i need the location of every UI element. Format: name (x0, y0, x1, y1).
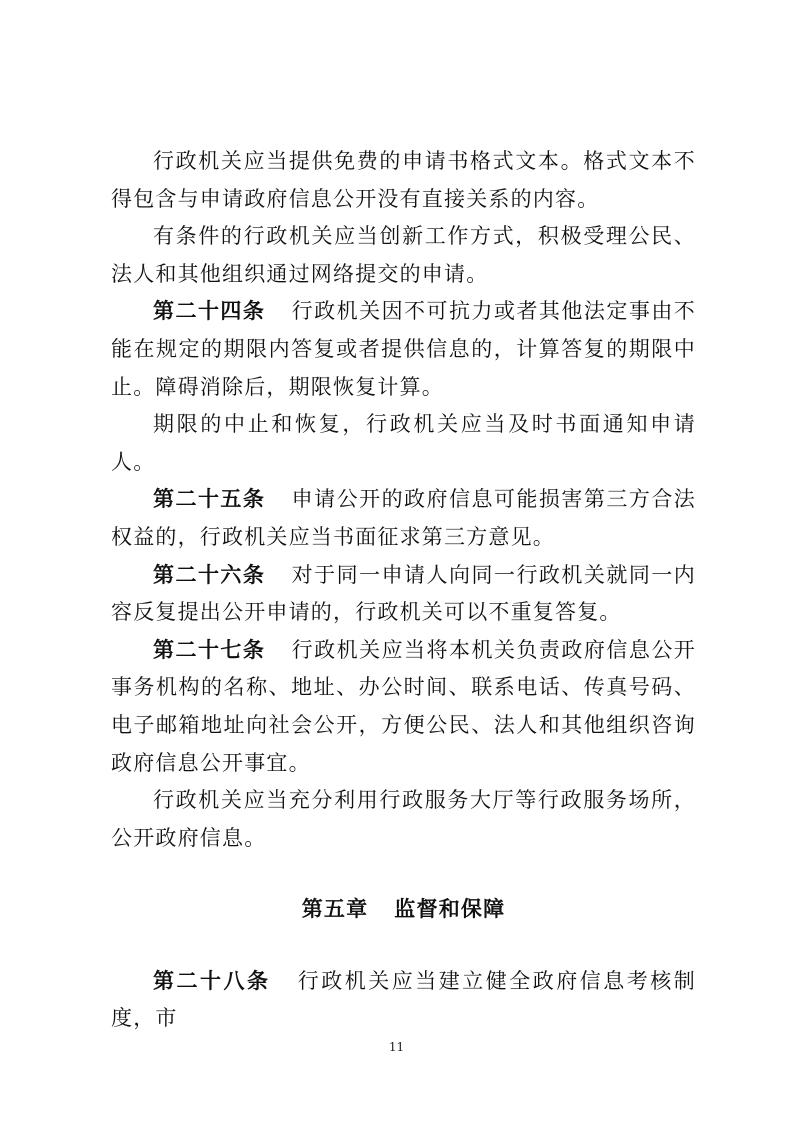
article-paragraph (111, 481, 696, 556)
paragraph-text: 行政机关应当提供免费的申请书格式文本。格式文本不得包含与申请政府信息公开没有直接关系的内容。 (111, 149, 696, 211)
article-number: 第二十七条 (153, 637, 266, 662)
article-paragraph (111, 293, 696, 406)
article-paragraph (111, 557, 696, 632)
article-text: 行政机关应当建立健全政府信息考核制度，市 (111, 968, 696, 1031)
body-text (111, 143, 696, 1038)
article-paragraph (111, 963, 696, 1038)
article-number: 第二十八条 (153, 968, 271, 993)
page-number: 11 (388, 1040, 405, 1054)
article-paragraph (111, 632, 696, 782)
article-number: 第二十五条 (153, 487, 266, 512)
paragraph (111, 143, 696, 218)
paragraph (111, 218, 696, 293)
article-text: 行政机关因不可抗力或者其他法定事由不能在规定的期限内答复或者提供信息的，计算答复的期限中止。障碍消除后，期限恢复计算。 (111, 299, 696, 399)
article-number: 第二十六条 (153, 562, 266, 587)
article-number: 第二十四条 (153, 299, 266, 324)
chapter-number: 第五章 (301, 897, 369, 922)
chapter-heading (111, 891, 696, 929)
article-text: 对于同一申请人向同一行政机关就同一内容反复提出公开申请的，行政机关可以不重复答复。 (111, 562, 696, 625)
paragraph (111, 406, 696, 481)
article-text: 行政机关应当将本机关负责政府信息公开事务机构的名称、地址、办公时间、联系电话、传真号码、电子邮箱地址向社会公开，方便公民、法人和其他组织咨询政府信息公开事宜。 (111, 637, 696, 775)
paragraph-text: 期限的中止和恢复，行政机关应当及时书面通知申请人。 (111, 412, 696, 474)
article-text: 申请公开的政府信息可能损害第三方合法权益的，行政机关应当书面征求第三方意见。 (111, 487, 696, 549)
chapter-title: 监督和保障 (394, 897, 506, 922)
paragraph-text: 有条件的行政机关应当创新工作方式，积极受理公民、法人和其他组织通过网络提交的申请。 (111, 224, 696, 286)
paragraph-text: 行政机关应当充分利用行政服务大厅等行政服务场所，公开政府信息。 (111, 788, 696, 850)
paragraph (111, 782, 696, 857)
